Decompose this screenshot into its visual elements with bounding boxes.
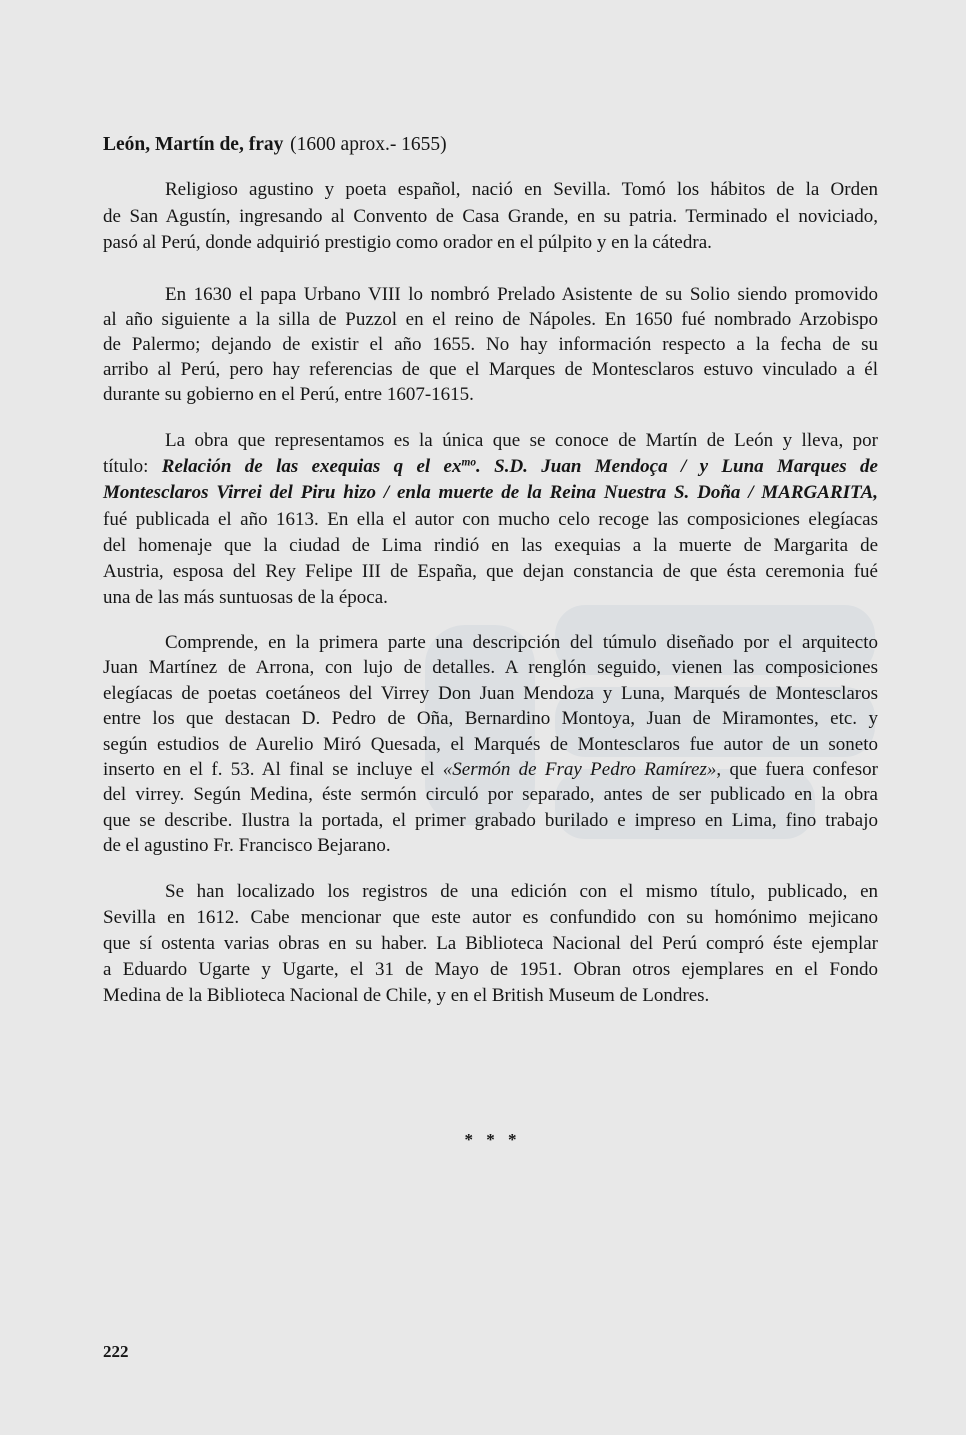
- text-line: una de las más suntuosas de la época.: [103, 587, 388, 609]
- text-line: de el agustino Fr. Francisco Bejarano.: [103, 835, 391, 857]
- text-segment: inserto en el f. 53. Al final se incluye el: [103, 759, 443, 781]
- text-line: entre los que destacan D. Pedro de Oña, Bernardino Montoya, Juan de Miramontes, etc. y: [103, 708, 878, 730]
- text-line: fué publicada el año 1613. En ella el autor con mucho celo recoge las composiciones elegíacas: [103, 508, 878, 530]
- text-line: Austria, esposa del Rey Felipe III de España, que dejan constancia de que ésta ceremonia fué: [103, 561, 878, 583]
- text-line: que se describe. Ilustra la portada, el primer grabado burilado e impreso en Lima, fino trabajo: [103, 809, 878, 831]
- sermon-title: «Sermón de Fray Pedro Ramírez»: [442, 759, 717, 781]
- text-line: Religioso agustino y poeta español, nació en Sevilla. Tomó los hábitos de la Orden: [165, 179, 878, 200]
- section-separator: * * *: [464, 1130, 517, 1149]
- text-line: La obra que representamos es la única que se conoce de Martín de León y lleva, por: [165, 430, 878, 451]
- text-line: Juan Martínez de Arrona, con lujo de detalles. A renglón seguido, vienen las composiciones: [103, 657, 878, 679]
- page-number: 222: [103, 1342, 129, 1361]
- text-line: al año siguiente a la silla de Puzzol en el reino de Nápoles. En 1650 fué nombrado Arzobispo: [103, 309, 878, 330]
- paragraph-3: [103, 428, 878, 611]
- work-title-line: Montesclaros Virrei del Piru hizo / enla muerte de la Reina Nuestra S. Doña / MARGARITA,: [103, 482, 878, 504]
- paragraph-2: [103, 282, 878, 407]
- work-title: . S.D. Juan Mendoça / y Luna Marques de: [476, 456, 878, 478]
- text-line-with-title: [103, 757, 878, 782]
- text-line: de San Agustín, ingresando al Convento de Casa Grande, en su patria. Terminado el noviciado,: [103, 205, 878, 227]
- text-line: En 1630 el papa Urbano VIII lo nombró Prelado Asistente de su Solio siendo promovido: [165, 284, 878, 305]
- text-line: según estudios de Aurelio Miró Quesada, el Marqués de Montesclaros fue autor de un soneto: [103, 733, 878, 755]
- text-line: Sevilla en 1612. Cabe mencionar que este autor es confundido con su homónimo mejicano: [103, 907, 878, 928]
- author-dates: (1600 aprox.- 1655): [290, 134, 447, 155]
- superscript: mo: [461, 456, 477, 469]
- text-line: a Eduardo Ugarte y Ugarte, el 31 de Mayo de 1951. Obran otros ejemplares en el Fondo: [103, 959, 878, 980]
- text-line: del virrey. Según Medina, éste sermón circuló por separado, antes de ser publicado en la obra: [103, 784, 878, 806]
- text-segment: , que fuera confesor: [716, 759, 878, 781]
- text-line: Comprende, en la primera parte una descripción del túmulo diseñado por el arquitecto: [165, 632, 878, 653]
- text-segment: título:: [103, 456, 162, 478]
- text-line: que sí ostenta varias obras en su haber. La Biblioteca Nacional del Perú compró éste ejemplar: [103, 933, 878, 954]
- text-line: Se han localizado los registros de una edición con el mismo título, publicado, en: [165, 881, 878, 902]
- work-title: Relación de las exequias q el ex: [161, 456, 462, 478]
- text-line: pasó al Perú, donde adquirió prestigio como orador en el púlpito y en la cátedra.: [103, 232, 712, 253]
- text-line: elegíacas de poetas coetáneos del Virrey Don Juan Mendoza y Luna, Marqués de Montesclaros: [103, 682, 878, 704]
- text-line: arribo al Perú, pero hay referencias de que el Marques de Montesclaros estuvo vinculado a él: [103, 359, 878, 380]
- paragraph-5: [103, 879, 878, 1009]
- author-name: León, Martín de, fray: [103, 134, 284, 155]
- text-line: de Palermo; dejando de existir el año 1655. No hay información respecto a la fecha de su: [103, 334, 878, 355]
- paragraph-1: [103, 177, 878, 257]
- text-line: Medina de la Biblioteca Nacional de Chile, y en el British Museum de Londres.: [103, 985, 710, 1006]
- paragraph-4: [103, 630, 878, 859]
- entry-heading: [103, 132, 878, 158]
- text-line-with-title: [103, 454, 878, 480]
- text-line: durante su gobierno en el Perú, entre 1607-1615.: [103, 384, 474, 405]
- text-line: del homenaje que la ciudad de Lima rindió en las exequias a la muerte de Margarita de: [103, 534, 878, 556]
